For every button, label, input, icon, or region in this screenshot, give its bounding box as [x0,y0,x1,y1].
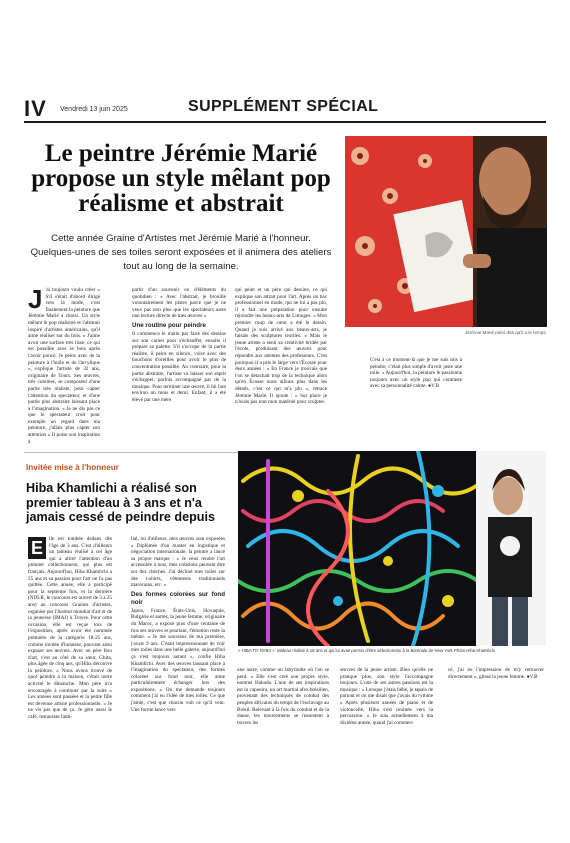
section-title: SUPPLÉMENT SPÉCIAL [188,98,379,115]
header-rule [24,121,546,123]
page-folio: IV [24,96,47,121]
article1-headline: Le peintre Jérémie Marié propose un style mêlant pop réalisme et abstrait [31,140,331,217]
article1-col4-text: C'est à ce moment-là que je me suis mis à peindre, c'était plus simple d'avoir juste une toile. » Aujourd'hui, la peinture le passionne toujours avec un style pop qui contraste avec sa personnalité calme. ●V.B [370,357,462,390]
article2-col3-text: une autre, comme un labyrinthe où l'on se perd. » Elle s'est créé son propre style, nommé Habada. L'une de ses inspirations est la capoeira, un art martial afro-brésilien, provenant des techniques de combat des peuples africains du temps de l'esclavage au Brésil. Relevant à la fois du combat et de la danse, les mouvements se ressentent à travers les [237,667,329,726]
article2-column-4 [340,667,433,787]
article2-subhead: Des formes colorées sur fond noir [131,590,225,606]
article1-photo [345,136,547,327]
article2-col2-text: lial, où d'ailleurs, mes œuvres sont exposées » Diplômée d'un master en logistique et négociation internationale, la peintre a lancé sa propre marque : « Je veux rendre l'art accessible à tous, mes créations peuvent être sur des chèches. J'ai décliné mes toiles sur des t-shirts, vêtements traditionnels marocains, etc. » [131,536,225,589]
article1-subhead: Une routine pour peindre [132,321,206,329]
article1-lede: Cette année Graine d'Artistes met Jérémie Marié à l'honneur. Quelques-unes de ses toiles seront exposées et il animera des ateliers tout au long de la semaine. [30,233,332,272]
article1-column-1 [28,287,100,445]
article2-column-2 [131,536,225,836]
article1-col3-text: qui peint et un père qui dessine, ce qui explique son attrait pour l'art. Après un bac professionnel en mode, qui ne lui a pas plu, il a fait une préparation pour ensuite rejoindre les beaux-arts de Limoges. « Mon premier coup de cœur a été le dessin. Quand je suis arrivé aux beaux-arts, je faisais des sculptures textiles. » Mais le jeune artiste a senti sa créativité bridée par l'école, produisant des œuvres pour répondre aux attentes des professeurs. C'est pourquoi il a pris le large vers l'Écosse pour deux années : « En France je trouvais que l'on se détachait trop de la technique alors qu'en Écosse nous allions plus dans les détails, c'est ce qui m'a plu », retrace Jérémie Marié. Il ajoute : « Sur place je n'avais pas tout mon matériel pour sculpter. [235,287,327,406]
article2-column-1 [28,536,112,836]
article2-column-5 [448,667,544,727]
article2-column-3 [237,667,329,787]
article2-col2b-text: Japon, France, États-Unis, Slovaquie, Bulgarie et autres, la jeune femme, originaire du Maroc, a exposé plus d'une centaine de fois ses œuvres et pourtant, l'émotion reste la même. « Je me souviens de ma première, j'avais 9 ans. C'était impressionnant de voir mes toiles dans une belle galerie, aujourd'hui ça s'est toujours autant », confie Hiba Khamlichi. Avec des œuvres laissant place à l'imagination du spectateur, des formes colorées sur fond noir, elle aime particulièrement échanger lors des expositions. « On me demande toujours comment j'ai eu l'idée de mes toiles. Ce que j'aime, c'est que chacun voit ce qu'il veut. Une forme lance vers [131,607,225,713]
article1-column-4 [370,357,462,427]
article2-col5-text: cé, j'ai eu l'impression de m'y retrouver directement », glisse la jeune femme. ●V.B [448,667,544,680]
article1-col2-text: partir d'un souvenir ou d'éléments du quotidien : « Avec l'abstrait, je brouille volontairement les pistes parce que je ne veux pas non plus que les spectateurs aient une lecture directe de mes œuvres » [132,287,226,320]
article2-dropcap: E [28,537,46,559]
article1-col2b-text: Il commence le matin par faire des dessins sur son carnet pour s'échauffer, ensuite il prépare sa palette. S'il s'occupe de la partie réaliste, il peint en silence, voire avec des bouchons d'oreilles pour avoir le plus de concentration possible. Au contraire, pour la partie abstraite, l'artiste va laisser son esprit s'échapper, parfois accompagné par de la musique. Pour terminer une œuvre, il lui faut environ un mois et demi. Enfant, il a été élevé par une mère [132,330,226,403]
page-date: Vendredi 13 juin 2025 [60,106,128,113]
article1-col1-text: 'ai toujours voulu créer » S'il s'était d'abord dirigé vers la mode, c'est finalement la peinture que Jérémie Marié a choisi. Un style mêlant le pop réalisme et l'abstrait inspiré d'artistes américains, qu'il aime réaliser sur du bois. « J'aime avoir une surface très lisse, ce qui est possible avec le bois après l'avoir poncé. Je peins avec de la peinture à l'huile et de l'acrylique », explique l'artiste de 32 ans, originaire de Tours. Ses œuvres, très colorées, se composent d'une partie très réaliste, pour capter l'attention du spectateur, et d'une partie plus abstraite laissant place à l'imagination. « Je ne dis pas ce que le spectateur croit pour exemple un regard dans ma peinture, j'allais plus capter son attention » Il puise son inspiration à [28,287,100,445]
article1-column-2 [132,287,226,445]
article2-col4-text: œuvres de la jeune artiste. Bien qu'elle ne pratique plus, son style l'accompagne toujours. L'une de ses autres passions est la musique : « Lorsque j'étais bébé, je tapais de partout et on me disait que j'avais du rythme » Après plusieurs années de piano et de violoncelle, Hiba s'est tournée vers la percussion. « Je suis actuellement à ma dixième année, quand j'ai commen- [340,667,433,726]
article1-column-3 [235,287,327,445]
article1-dropcap: J [28,287,43,314]
article1-photo-caption: Jérémie Marié peint dès qu'il a le temps. [464,330,547,335]
article2-headline: Hiba Khamlichi a réalisé son premier tableau à 3 ans et n'a jamais cessé de peindre depuis [26,481,215,525]
article2-photo-caption: « HIBA TO NYBA », tableau réalisé à 18 ans et qui lui avait permis d'être sélectionnée à la Biennale de New York Photo Hiba Khamlichi [238,648,495,653]
article2-col1-text: lle est tombée dedans dès l'âge de 3 ans. C'est d'ailleurs un tableau réalisé à cet âge qui a attiré l'attention d'un premier collectionneur, qui plus est français. Aujourd'hui, Hiba Khamlichi a 25 ans et sa passion pour l'art ne l'a pas quittée. Cette année, elle a participé pour la septième fois, et la dernière (NDLR, le concours est ouvert de 3 à 25 ans) au concours Graines d'artistes, organisé par l'Institut mondial d'art et de la jeunesse (IMAJ) à Troyes. Pour cette occasion, elle est reçue lors de l'exposition, après avoir été nommée première de la catégorie 18-25 ans, comme invitée d'honneur, pouvant ainsi exposer ses œuvres. Avec un père féru d'art, c'est au côté de sa sœur, Ghita, plus âgée de cinq ans, qu'Hiba découvre la peinture. « Nous avons trouvé de quoi peindre à la maison, c'était notre activité le dimanche. Mon père m'a encouragée à continuer par la suite » Les années sont passées et la petite fille est devenue artiste professionnelle. « Je ne vis pas que de ça. Je gère aussi le café, restaurant fami- [28,536,112,721]
article2-kicker: Invitée mise à l'honneur [26,463,119,472]
article2-photo [238,451,546,646]
